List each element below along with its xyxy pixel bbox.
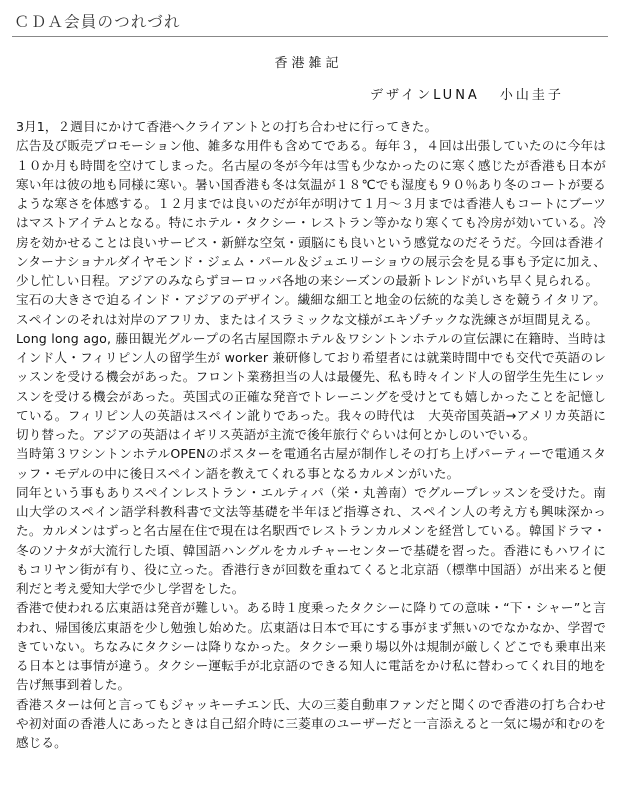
author-name: 小山圭子 — [499, 88, 564, 103]
column-title: ＣＤＡ会員のつれづれ — [14, 13, 181, 31]
paragraph-5: 当時第３ワシントンホテルOPENのポスターを電通名古屋が制作しその打ち上げパーティーで電通スタッフ・モデルの中に後日スペイン語を教えてくれる事となるカルメンがいた。 — [16, 446, 606, 481]
paragraph-2: 広告及び販売プロモーション他、雑多な用件も含めてである。毎年３，４回は出張していたのに今年は１０か月も時間を空けてしまった。名古屋の冬が今年は雪も少なかったのに寒く感じたが香港も日本が寒い年は彼の地も同様に寒い。暑い国香港も冬は気温が１８℃でも湿度も９０％あり冬のコートが要るような寒さを体感する。１２月までは良いのだが年が明けて１月〜３月までは香港人もコートにブーツはマストアイテムとなる。特にホテル・タクシー・レストラン等かなり寒くても冷房が効いている。冷房を効かせることは良いサービス・新鮮な空気・頭脳にも良いという感覚なのだそうだ。今回は香港インターナショナルダイヤモンド・ジェム・パール＆ジュエリーショウの展示会を見る事も予定に加え、少し忙しい日程。アジアのみならずヨーロッパ各地の来シーズンの最新トレンドがいち早く見られる。 — [16, 138, 606, 288]
paragraph-3: 宝石の大きさで迫るインド・アジアのデザイン。繊細な細工と地金の伝統的な美しさを競うイタリア。スペインのそれは対岸のアフリカ、またはイスラミックな文様がエキゾチックな洗練さが垣間見える。 — [16, 292, 606, 327]
author-company: デザインLUNA — [370, 88, 480, 103]
paragraph-4: Long long ago, 藤田観光グループの名古屋国際ホテル＆ワシントンホテルの宣伝課に在籍時、当時はインド人・フィリピン人の留学生が worker 兼研修しており希望者には就業時間中でも交代で英語のレッスンを受ける機会があった。フロント業務担当の人は最優先、私も時々インド人の留学生先生にレッスンを受ける機会があった。英国式の正確な発音でトレーニングを受けとても嬉しかったことを記憶している。フィリピン人の英語はスペイン訛りであった。我々の時代は 大英帝国英語→アメリカ英語に切り替った。アジアの英語はイギリス英語が主流で後年旅行ぐらいは何とかしのいでいる。 — [16, 330, 606, 442]
paragraph-8: 香港スターは何と言ってもジャッキーチエン氏、大の三菱自動車ファンだと聞くので香港の打ち合わせや初対面の香港人にあったときは自己紹介時に三菱車のユーザーだと一言添えると一気に場が和むのを感じる。 — [16, 696, 606, 750]
paragraph-1: 3月1，２週目にかけて香港へクライアントとの打ち合わせに行ってきた。 — [16, 119, 438, 134]
author-line — [370, 84, 564, 103]
paragraph-6: 同年という事もありスペインレストラン・エルティパ（栄・丸善南）でグループレッスンを受けた。南山大学のスペイン語学科教科書で文法等基礎を半年ほど指導され、スペイン人の考え方も興味深かった。カルメンはずっと名古屋在住で現在は名駅西でレストランカルメンを経営している。韓国ドラマ・冬のソナタが大流行した頃、韓国語ハングルをカルチャーセンターで基礎を習った。香港にもハワイにもコリヤン街が有り、役に立った。香港行きが回数を重ねてくると北京語（標準中国語）が出来ると便利だと考え愛知大学で少し学習をした。 — [16, 484, 606, 596]
column-header — [12, 8, 608, 37]
article-title: 香港雑記 — [274, 56, 343, 71]
paragraph-7: 香港で使われる広東語は発音が難しい。ある時１度乗ったタクシーに降りての意味・“下・シャー”と言われ、帰国後広東語を少し勉強し始めた。広東語は日本で耳にする事がまず無いのでなかなか、学習できていない。ちなみにタクシーは降りなかった。タクシー乗り場以外は規制が厳しくどこでも乗車出来る日本とは事情が違う。タクシー運転手が北京語のできる知人に電話をかけ私に替わってくれ目的地を告げ無事到着した。 — [16, 600, 606, 693]
article-body — [16, 117, 606, 752]
